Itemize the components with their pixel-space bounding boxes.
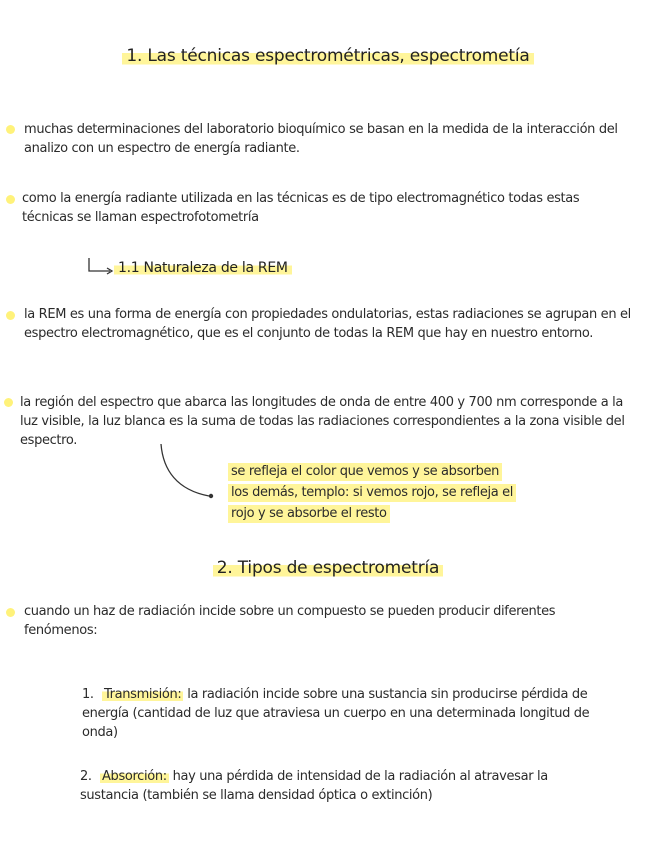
side-note-line-1: se refleja el color que vemos y se absorben bbox=[228, 463, 502, 481]
bullet-dot bbox=[6, 195, 15, 204]
bullet-dot bbox=[6, 608, 15, 617]
list-item-term: Absorción: bbox=[102, 769, 167, 784]
list-item-text: la radiación incide sobre una sustancia sin producirse pérdida de energía (cantidad de luz que atraviesa un cuerpo en una determinada longitud de onda) bbox=[82, 687, 590, 740]
section-1-title-text: 1. Las técnicas espectrométricas, espectrometía bbox=[122, 46, 533, 66]
bullet-dot bbox=[6, 125, 15, 134]
list-item-term: Transmisión: bbox=[104, 687, 182, 702]
list-item-number: 1. bbox=[82, 687, 94, 702]
section-1-title bbox=[0, 46, 656, 66]
section-2-title-text: 2. Tipos de espectrometría bbox=[213, 558, 444, 578]
subsection-title bbox=[114, 260, 292, 276]
side-note-line-2: los demás, templo: si vemos rojo, se refleja el bbox=[228, 484, 516, 502]
list-item-number: 2. bbox=[80, 769, 92, 784]
list-item bbox=[82, 685, 622, 742]
side-note-line-3: rojo y se absorbe el resto bbox=[228, 505, 390, 523]
paragraph-bullet-2: como la energía radiante utilizada en las técnicas es de tipo electromagnético todas estas técnicas se llaman espectrofotometría bbox=[22, 191, 580, 225]
bullet-dot bbox=[6, 311, 15, 320]
side-note bbox=[228, 462, 548, 525]
subsection-title-text: 1.1 Naturaleza de la REM bbox=[114, 260, 292, 276]
curved-arrow-icon bbox=[155, 440, 225, 506]
bullet-dot bbox=[4, 398, 13, 407]
paragraph-bullet-5: cuando un haz de radiación incide sobre un compuesto se pueden producir diferentes fenómenos: bbox=[24, 604, 556, 638]
paragraph-bullet-4: la región del espectro que abarca las longitudes de onda de entre 400 y 700 nm corresponde a la luz visible, la luz blanca es la suma de todas las radiaciones correspondientes a la zona visible del espectro. bbox=[20, 395, 625, 448]
list-item-text: hay una pérdida de intensidad de la radiación al atravesar la sustancia (también se llama densidad óptica o extinción) bbox=[80, 769, 548, 803]
paragraph-bullet-1: muchas determinaciones del laboratorio bioquímico se basan en la medida de la interacción del analizo con un espectro de energía radiante. bbox=[24, 122, 618, 156]
paragraph-bullet-3: la REM es una forma de energía con propiedades ondulatorias, estas radiaciones se agrupan en el espectro electromagnético, que es el conjunto de todas la REM que hay en nuestro entorno. bbox=[24, 307, 631, 341]
section-2-title bbox=[0, 558, 656, 578]
list-item bbox=[80, 767, 600, 805]
